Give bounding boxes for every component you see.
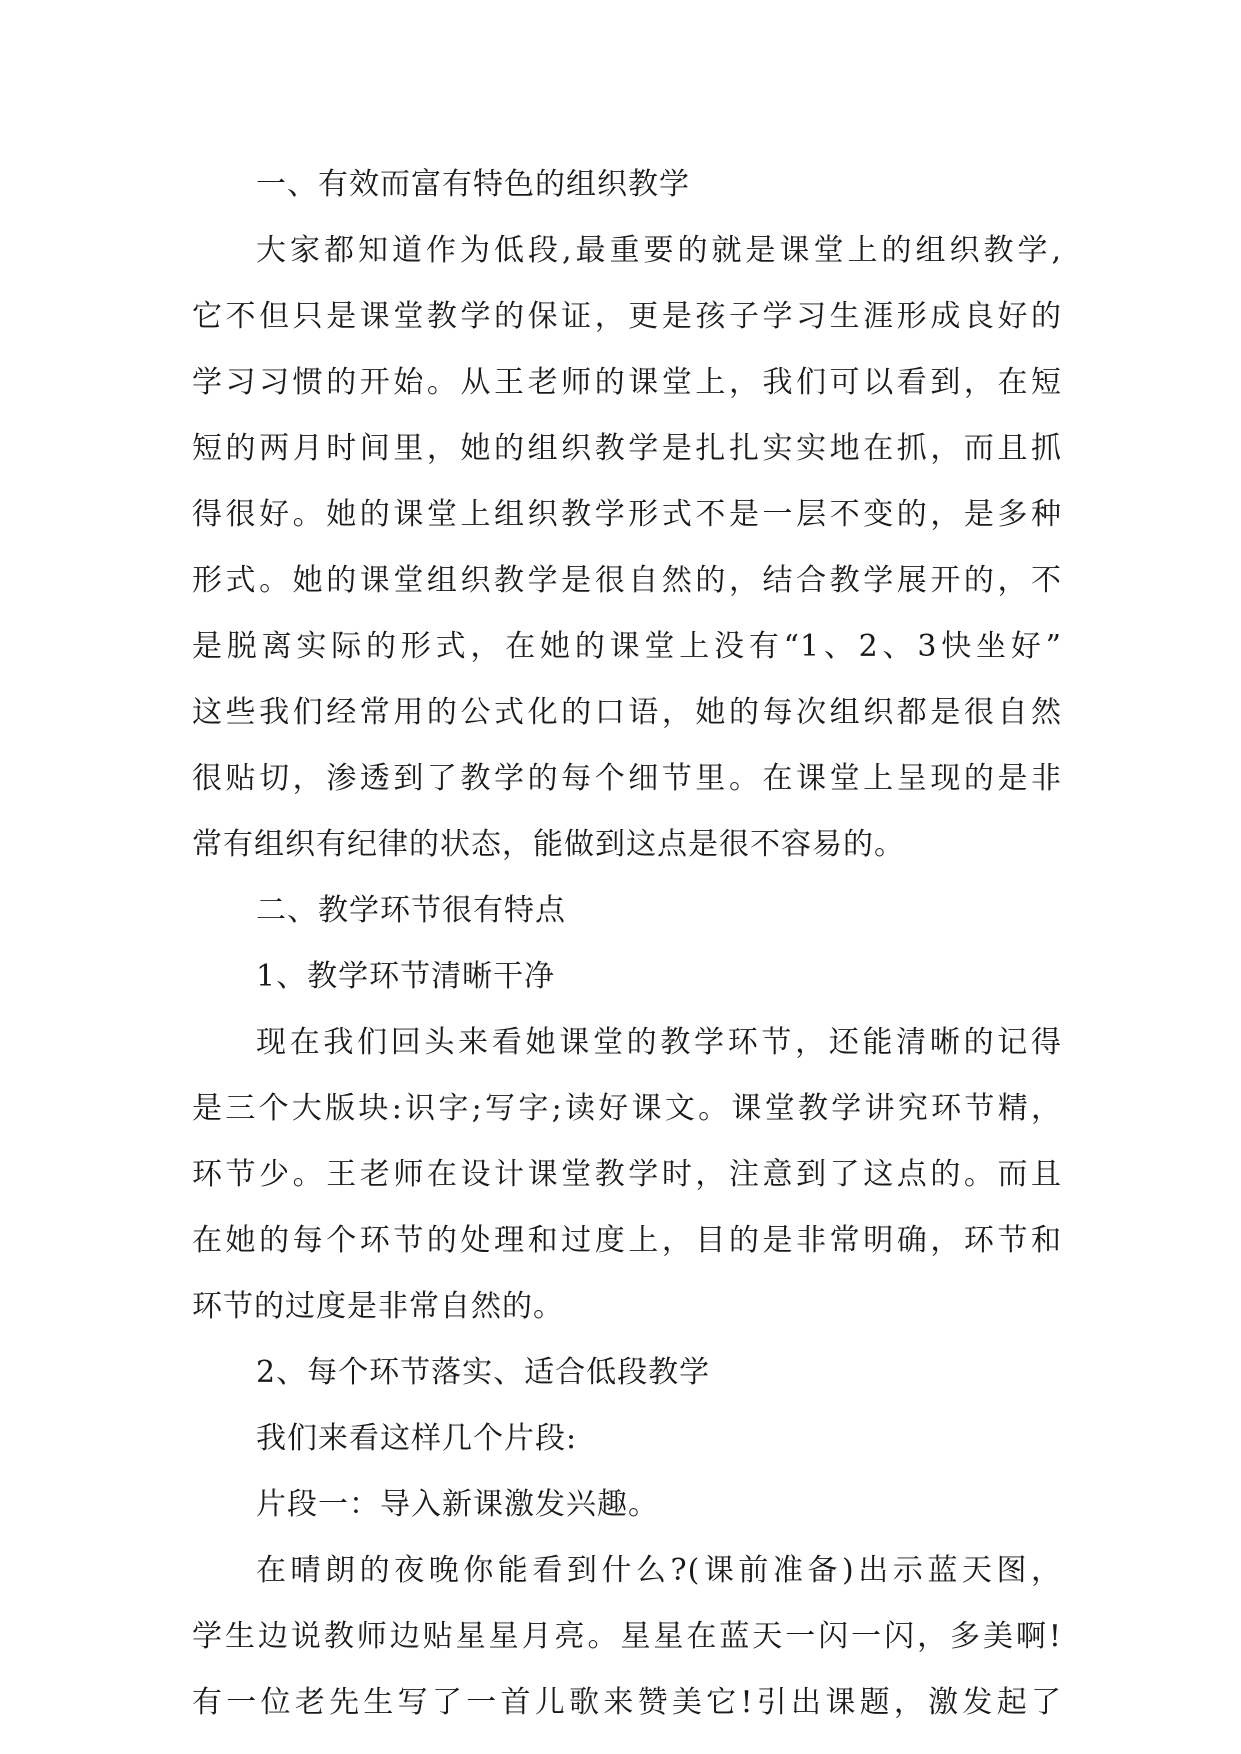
paragraph-line: 得很好。她的课堂上组织教学形式不是一层不变的，是多种 [192, 497, 1062, 532]
paragraph-line: 它不但只是课堂教学的保证，更是孩子学习生涯形成良好的 [192, 299, 1062, 334]
paragraph-line: 常有组织有纪律的状态，能做到这点是很不容易的。 [192, 827, 905, 862]
paragraph-line: 学生边说教师边贴星星月亮。星星在蓝天一闪一闪，多美啊! [192, 1619, 1062, 1654]
paragraph-line: 是三个大版块:识字;写字;读好课文。课堂教学讲究环节精， [192, 1091, 1062, 1126]
heading-section-2: 二、教学环节很有特点 [256, 893, 566, 928]
paragraph-line: 大家都知道作为低段,最重要的就是课堂上的组织教学, [256, 233, 1062, 268]
subheading-2: 2、每个环节落实、适合低段教学 [256, 1355, 711, 1390]
heading-section-1: 一、有效而富有特色的组织教学 [256, 167, 690, 202]
paragraph-line: 现在我们回头来看她课堂的教学环节，还能清晰的记得 [256, 1025, 1062, 1060]
paragraph-line: 这些我们经常用的公式化的口语，她的每次组织都是很自然 [192, 695, 1062, 730]
paragraph-line: 很贴切，渗透到了教学的每个细节里。在课堂上呈现的是非 [192, 761, 1062, 796]
paragraph-line: 有一位老先生写了一首儿歌来赞美它!引出课题，激发起了 [192, 1685, 1062, 1720]
segment-title: 片段一：导入新课激发兴趣。 [256, 1487, 659, 1522]
paragraph-line: 学习习惯的开始。从王老师的课堂上，我们可以看到，在短 [192, 365, 1062, 400]
paragraph-line: 形式。她的课堂组织教学是很自然的，结合教学展开的，不 [192, 563, 1062, 598]
paragraph-line: 我们来看这样几个片段: [256, 1421, 578, 1456]
paragraph-line: 环节的过度是非常自然的。 [192, 1289, 564, 1324]
paragraph-line: 在晴朗的夜晚你能看到什么?(课前准备)出示蓝天图， [256, 1553, 1062, 1588]
paragraph-line: 短的两月时间里，她的组织教学是扎扎实实地在抓，而且抓 [192, 431, 1062, 466]
paragraph-line: 环节少。王老师在设计课堂教学时，注意到了这点的。而且 [192, 1157, 1062, 1192]
paragraph-line: 是脱离实际的形式，在她的课堂上没有“1、2、3快坐好” [192, 629, 1062, 664]
subheading-1: 1、教学环节清晰干净 [256, 959, 556, 994]
paragraph-line: 在她的每个环节的处理和过度上，目的是非常明确，环节和 [192, 1223, 1062, 1258]
